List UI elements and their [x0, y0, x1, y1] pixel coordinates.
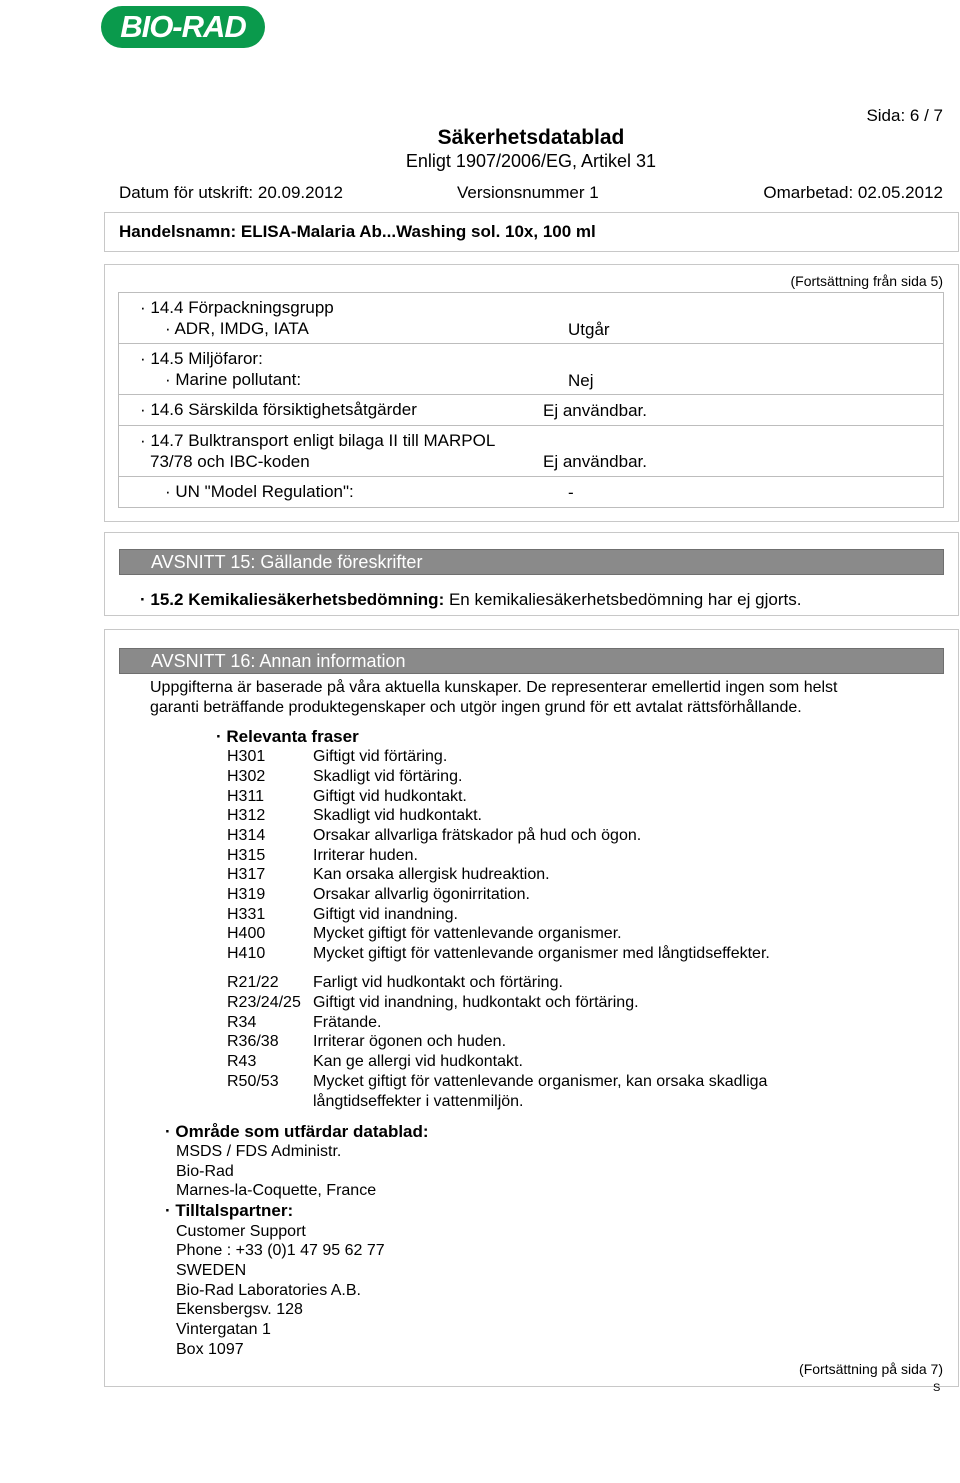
section15-heading: AVSNITT 15: Gällande föreskrifter	[119, 549, 944, 575]
document-subtitle: Enligt 1907/2006/EG, Artikel 31	[405, 151, 657, 171]
chemical-safety-assessment-label: · 15.2 Kemikaliesäkerhetsbedömning:	[140, 590, 445, 609]
phrase-text-continued: långtidseffekter i vattenmiljön.	[313, 1093, 524, 1110]
phrase-code: R43	[227, 1053, 257, 1070]
phrase-text: Kan ge allergi vid hudkontakt.	[313, 1053, 523, 1070]
phrase-text: Orsakar allvarlig ögonirritation.	[313, 886, 530, 903]
contact-heading: · Tilltalspartner:	[165, 1201, 294, 1220]
contact-line: Bio-Rad Laboratories A.B.	[176, 1282, 361, 1299]
phrase-text: Skadligt vid förtäring.	[313, 768, 463, 785]
phrase-code: H315	[227, 847, 266, 864]
document-title: Säkerhetsdatablad	[437, 126, 625, 149]
packing-group-value: Utgår	[568, 320, 610, 339]
marine-pollutant-value: Nej	[568, 371, 594, 390]
contact-line: SWEDEN	[176, 1262, 247, 1279]
contact-line: Ekensbergsv. 128	[176, 1301, 303, 1318]
section16-heading: AVSNITT 16: Annan information	[119, 648, 944, 674]
phrase-text: Irriterar ögonen och huden.	[313, 1033, 507, 1050]
page-number: Sida: 6 / 7	[866, 106, 943, 125]
phrase-text: Irriterar huden.	[313, 847, 418, 864]
bulk-transport-label-1: · 14.7 Bulktransport enligt bilaga II till MARPOL	[140, 431, 496, 450]
dotted-separator	[227, 968, 940, 969]
contact-line: Customer Support	[176, 1223, 306, 1240]
special-precautions-value: Ej användbar.	[543, 401, 647, 420]
phrase-text: Orsakar allvarliga frätskador på hud och ögon.	[313, 827, 642, 844]
version-number: Versionsnummer 1	[457, 183, 599, 202]
issuer-heading: · Område som utfärdar datablad:	[165, 1122, 429, 1141]
phrase-code: H312	[227, 807, 266, 824]
trade-name: Handelsnamn: ELISA-Malaria Ab...Washing sol. 10x, 100 ml	[119, 222, 596, 241]
phrase-code: H410	[227, 945, 266, 962]
phrase-text: Farligt vid hudkontakt och förtäring.	[313, 974, 563, 991]
continued-from: (Fortsättning från sida 5)	[790, 273, 943, 289]
print-date: Datum för utskrift: 20.09.2012	[119, 183, 343, 202]
phrase-code: H400	[227, 925, 266, 942]
phrase-text: Frätande.	[313, 1014, 382, 1031]
phrase-text: Kan orsaka allergisk hudreaktion.	[313, 866, 550, 883]
intro-line-2: garanti beträffande produktegenskaper och utgör ingen grund för ett avtalat rättsförhållande.	[150, 699, 802, 716]
phrase-code: H301	[227, 748, 266, 765]
chemical-safety-assessment-text: En kemikaliesäkerhetsbedömning har ej gjorts.	[448, 590, 802, 609]
phrase-code: H331	[227, 906, 266, 923]
phrase-code: R50/53	[227, 1073, 279, 1090]
phrase-code: R23/24/25	[227, 994, 301, 1011]
phrase-code: H317	[227, 866, 266, 883]
special-precautions-label: · 14.6 Särskilda försiktighetsåtgärder	[140, 400, 417, 419]
issuer-line: Bio-Rad	[176, 1163, 234, 1180]
issuer-line: MSDS / FDS Administr.	[176, 1143, 342, 1160]
environmental-hazards-label: · 14.5 Miljöfaror:	[140, 349, 263, 368]
phrase-text: Giftigt vid inandning.	[313, 906, 458, 923]
contact-line: Vintergatan 1	[176, 1321, 271, 1338]
phrase-code: H314	[227, 827, 266, 844]
phrase-code: R36/38	[227, 1033, 279, 1050]
phrase-code: H302	[227, 768, 266, 785]
relevant-phrases-heading: · Relevanta fraser	[216, 727, 359, 746]
contact-line: Box 1097	[176, 1341, 244, 1358]
issuer-line: Marnes-la-Coquette, France	[176, 1182, 377, 1199]
phrase-code: R34	[227, 1014, 257, 1031]
packing-group-label: · 14.4 Förpackningsgrupp	[140, 298, 334, 317]
chemical-safety-assessment	[140, 590, 801, 610]
phrase-text: Giftigt vid förtäring.	[313, 748, 448, 765]
revision-date: Omarbetad: 02.05.2012	[763, 183, 943, 202]
intro-line-1: Uppgifterna är baserade på våra aktuella kunskaper. De representerar emellertid ingen som helst	[150, 679, 838, 696]
continued-to: (Fortsättning på sida 7)	[799, 1361, 943, 1377]
phrase-text: Mycket giftigt för vattenlevande organismer.	[313, 925, 622, 942]
phrase-text: Mycket giftigt för vattenlevande organismer, kan orsaka skadliga	[313, 1073, 768, 1090]
phrase-text: Mycket giftigt för vattenlevande organismer med långtidseffekter.	[313, 945, 770, 962]
un-model-regulation-value: -	[568, 483, 574, 502]
phrase-code: R21/22	[227, 974, 279, 991]
phrase-text: Giftigt vid inandning, hudkontakt och förtäring.	[313, 994, 639, 1011]
phrase-code: H319	[227, 886, 266, 903]
packing-group-sub-label: · ADR, IMDG, IATA	[165, 319, 309, 338]
marine-pollutant-label: · Marine pollutant:	[165, 370, 302, 389]
bulk-transport-label-2: 73/78 och IBC-koden	[150, 452, 310, 471]
footer-mark: S	[933, 1382, 941, 1394]
contact-line: Phone : +33 (0)1 47 95 62 77	[176, 1242, 385, 1259]
phrase-text: Skadligt vid hudkontakt.	[313, 807, 482, 824]
un-model-regulation-label: · UN "Model Regulation":	[165, 482, 354, 501]
phrase-text: Giftigt vid hudkontakt.	[313, 788, 467, 805]
bio-rad-logo: BIO-RAD	[101, 6, 265, 48]
phrase-code: H311	[227, 788, 265, 805]
bulk-transport-value: Ej användbar.	[543, 452, 647, 471]
